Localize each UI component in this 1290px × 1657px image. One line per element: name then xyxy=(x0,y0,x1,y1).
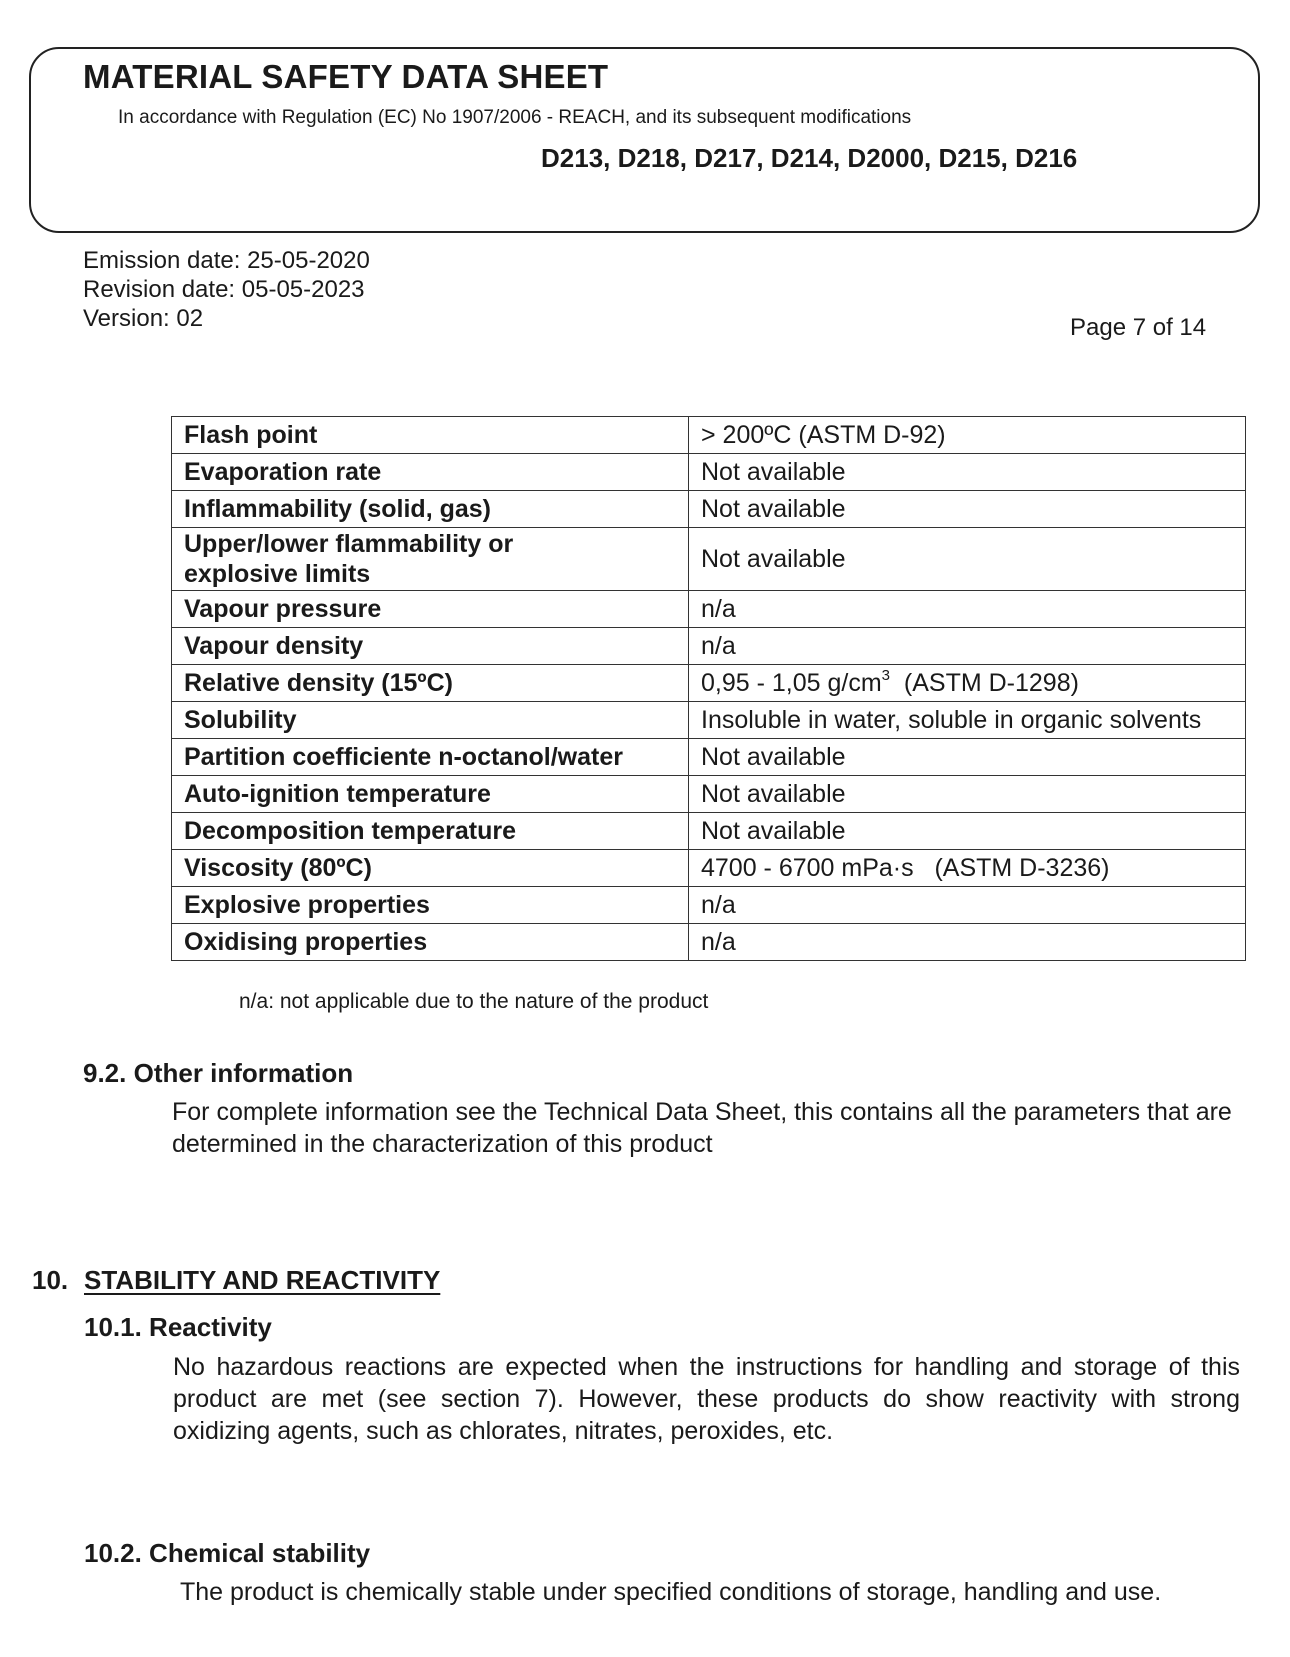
page-number: Page 7 of 14 xyxy=(1070,314,1207,341)
property-name: Vapour pressure xyxy=(172,591,689,628)
table-row xyxy=(172,417,1246,454)
section-10-2-text: The product is chemically stable under specified conditions of storage, handling and use. xyxy=(180,1578,1162,1606)
table-row xyxy=(172,702,1246,739)
table-row xyxy=(172,491,1246,528)
property-value: Not available xyxy=(689,454,1246,491)
section-10-1-text: No hazardous reactions are expected when the instructions for handling and storage of this product are met (see section 7). However, these products do show reactivity with strong oxidizing agents, such as chlorates, nitrates, peroxides, etc. xyxy=(173,1353,1240,1445)
property-value: n/a xyxy=(689,591,1246,628)
document-subtitle: In accordance with Regulation (EC) No 1907/2006 - REACH, and its subsequent modifications xyxy=(118,107,912,128)
property-name: Vapour density xyxy=(172,628,689,665)
property-name: Solubility xyxy=(172,702,689,739)
property-value: Not available xyxy=(689,813,1246,850)
property-value: Not available xyxy=(689,491,1246,528)
section-10-number: 10. xyxy=(32,1265,69,1295)
table-row xyxy=(172,739,1246,776)
section-9-2-heading: 9.2. Other information xyxy=(83,1058,354,1088)
property-name: Partition coefficiente n-octanol/water xyxy=(172,739,689,776)
table-footnote: n/a: not applicable due to the nature of the product xyxy=(239,990,709,1013)
superscript: 3 xyxy=(881,666,890,684)
property-value: Not available xyxy=(689,528,1246,591)
document-title: MATERIAL SAFETY DATA SHEET xyxy=(83,58,609,95)
table-row xyxy=(172,454,1246,491)
emission-date: Emission date: 25-05-2020 xyxy=(83,247,370,274)
product-codes: D213, D218, D217, D214, D2000, D215, D216 xyxy=(541,143,1078,173)
property-value: n/a xyxy=(689,628,1246,665)
section-9-2-text: For complete information see the Technical Data Sheet, this contains all the parameters that are determined in the characterization of this product xyxy=(172,1098,1232,1158)
density-value: 0,95 - 1,05 g/cm xyxy=(701,669,882,697)
property-name-line2: explosive limits xyxy=(184,560,371,588)
property-name: Evaporation rate xyxy=(172,454,689,491)
property-name-line1: Upper/lower flammability or xyxy=(184,530,514,558)
property-name: Oxidising properties xyxy=(172,924,689,961)
property-value: Not available xyxy=(689,739,1246,776)
property-value xyxy=(689,665,1246,702)
table-row xyxy=(172,528,1246,591)
section-10-2-heading: 10.2. Chemical stability xyxy=(84,1538,371,1568)
property-value: Insoluble in water, soluble in organic solvents xyxy=(689,702,1246,739)
table-row xyxy=(172,924,1246,961)
table-row xyxy=(172,776,1246,813)
property-value: Not available xyxy=(689,776,1246,813)
table-row xyxy=(172,887,1246,924)
property-name: Viscosity (80ºC) xyxy=(172,850,689,887)
property-value: 4700 - 6700 mPa·s (ASTM D-3236) xyxy=(689,850,1246,887)
property-value: n/a xyxy=(689,924,1246,961)
property-name: Inflammability (solid, gas) xyxy=(172,491,689,528)
table-row xyxy=(172,813,1246,850)
property-value: > 200ºC (ASTM D-92) xyxy=(689,417,1246,454)
table-row xyxy=(172,665,1246,702)
property-name: Relative density (15ºC) xyxy=(172,665,689,702)
property-name: Explosive properties xyxy=(172,887,689,924)
revision-date: Revision date: 05-05-2023 xyxy=(83,276,365,303)
properties-table xyxy=(171,416,1246,961)
section-10-1-heading: 10.1. Reactivity xyxy=(84,1312,272,1342)
property-value: n/a xyxy=(689,887,1246,924)
property-name xyxy=(172,528,689,591)
property-name: Decomposition temperature xyxy=(172,813,689,850)
property-name: Auto-ignition temperature xyxy=(172,776,689,813)
version: Version: 02 xyxy=(83,305,204,332)
property-name: Flash point xyxy=(172,417,689,454)
density-method: (ASTM D-1298) xyxy=(890,669,1079,697)
table-row xyxy=(172,628,1246,665)
table-row xyxy=(172,850,1246,887)
table-row xyxy=(172,591,1246,628)
section-10-title: STABILITY AND REACTIVITY xyxy=(84,1265,441,1295)
